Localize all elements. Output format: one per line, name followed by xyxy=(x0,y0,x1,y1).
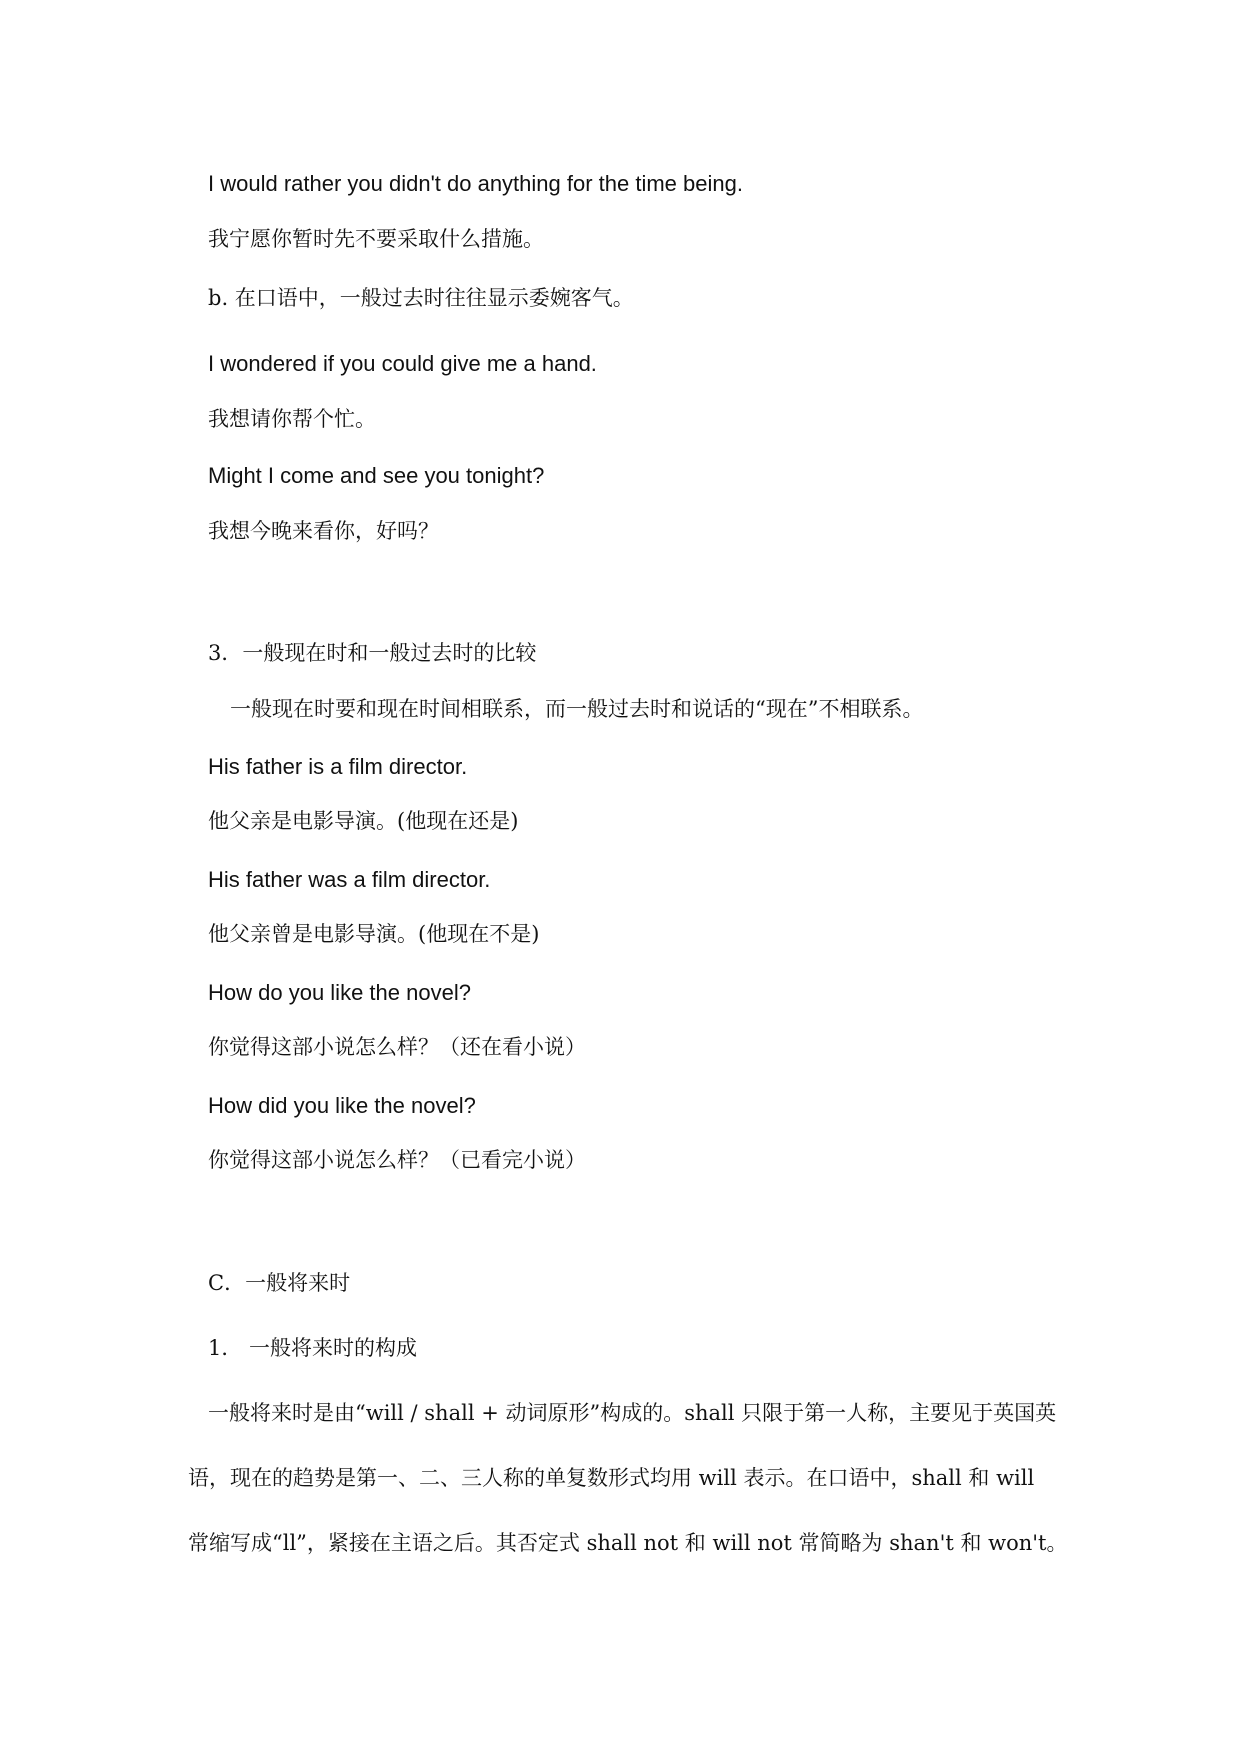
example-sentence-en: I would rather you didn't do anything for the time being. xyxy=(208,171,743,196)
subsection-heading-1: 1． 一般将来时的构成 xyxy=(208,1336,418,1360)
example-translation-zh: 他父亲曾是电影导演。(他现在不是) xyxy=(208,922,540,946)
example-translation-zh: 我宁愿你暂时先不要采取什么措施。 xyxy=(208,227,544,251)
example-translation-zh: 我想请你帮个忙。 xyxy=(208,407,376,431)
paragraph-line: 语，现在的趋势是第一、二、三人称的单复数形式均用 will 表示。在口语中，shall 和 will xyxy=(188,1466,1035,1490)
section-paragraph: 一般现在时要和现在时间相联系，而一般过去时和说话的“现在”不相联系。 xyxy=(230,697,924,721)
example-sentence-en: His father is a film director. xyxy=(208,754,468,779)
example-translation-zh: 你觉得这部小说怎么样？（已看完小说） xyxy=(208,1148,586,1172)
rule-point-b: b. 在口语中，一般过去时往往显示委婉客气。 xyxy=(208,286,634,310)
example-sentence-en: How do you like the novel? xyxy=(208,980,471,1005)
section-heading-c: C．一般将来时 xyxy=(208,1271,351,1295)
example-translation-zh: 你觉得这部小说怎么样？（还在看小说） xyxy=(208,1035,586,1059)
section-heading-3: 3．一般现在时和一般过去时的比较 xyxy=(208,641,537,665)
example-sentence-en: His father was a film director. xyxy=(208,867,491,892)
example-sentence-en: Might I come and see you tonight? xyxy=(208,463,545,488)
example-sentence-en: How did you like the novel? xyxy=(208,1093,476,1118)
paragraph-line: 一般将来时是由“will / shall + 动词原形”构成的。shall 只限于第一人称，主要见于英国英 xyxy=(208,1401,1057,1425)
example-translation-zh: 我想今晚来看你，好吗？ xyxy=(208,519,439,543)
example-translation-zh: 他父亲是电影导演。(他现在还是) xyxy=(208,809,519,833)
example-sentence-en: I wondered if you could give me a hand. xyxy=(208,351,597,376)
paragraph-line: 常缩写成“ll”，紧接在主语之后。其否定式 shall not 和 will not 常简略为 shan't 和 won't。 xyxy=(188,1531,1068,1555)
